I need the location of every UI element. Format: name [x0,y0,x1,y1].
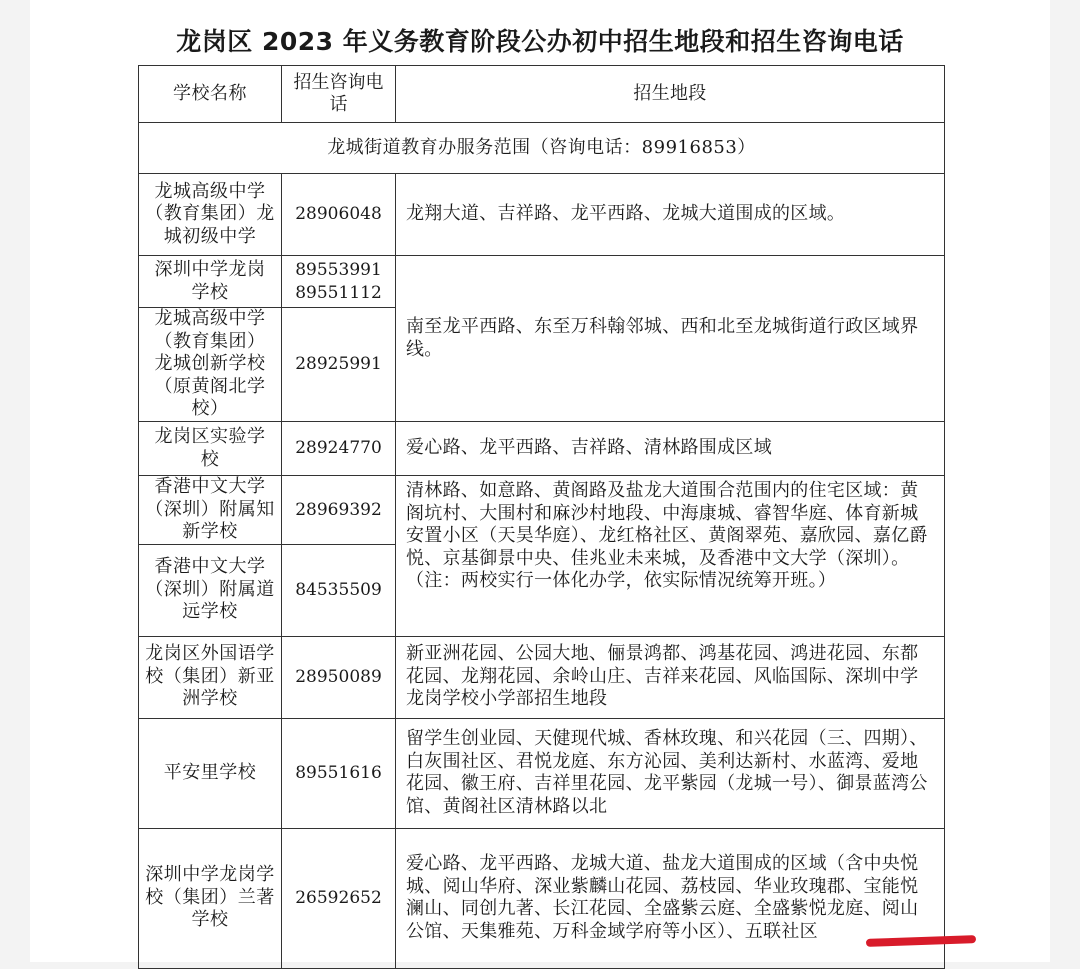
header-phone: 招生咨询电话 [282,66,396,123]
school-phone: 26592652 [282,828,396,968]
school-area: 爱心路、龙平西路、吉祥路、清林路围成区域 [396,422,945,476]
school-area: 南至龙平西路、东至万科翰邻城、西和北至龙城街道行政区域界线。 [396,256,945,422]
table-row [139,174,945,256]
table-row [139,828,945,968]
school-name: 平安里学校 [139,718,282,828]
school-name: 龙城高级中学（教育集团）龙城初级中学 [139,174,282,256]
table-row [139,422,945,476]
school-phone: 28925991 [282,308,396,422]
school-phone: 89551616 [282,718,396,828]
school-name: 龙岗区外国语学校（集团）新亚洲学校 [139,636,282,718]
school-phone: 28969392 [282,476,396,545]
school-name: 香港中文大学（深圳）附属道远学校 [139,544,282,636]
school-area: 留学生创业园、天健现代城、香林玫瑰、和兴花园（三、四期）、白灰围社区、君悦龙庭、东方沁园、美利达新村、水蓝湾、爱地花园、徽王府、吉祥里花园、龙平紫园（龙城一号）、御景蓝湾公馆、黄阁社区清林路以北 [396,718,945,828]
school-name: 深圳中学龙岗学校（集团）兰著学校 [139,828,282,968]
school-name: 龙岗区实验学校 [139,422,282,476]
table-header-row [139,66,945,123]
office-row [139,123,945,174]
table-row [139,256,945,308]
enrollment-table [138,65,945,969]
table-row [139,718,945,828]
school-name: 香港中文大学（深圳）附属知新学校 [139,476,282,545]
header-school-name: 学校名称 [139,66,282,123]
school-area: 龙翔大道、吉祥路、龙平西路、龙城大道围成的区域。 [396,174,945,256]
school-phone: 28950089 [282,636,396,718]
header-area: 招生地段 [396,66,945,123]
school-phone: 89553991 89551112 [282,256,396,308]
school-area: 爱心路、龙平西路、龙城大道、盐龙大道围成的区域（含中央悦城、阅山华府、深业紫麟山花园、荔枝园、华业玫瑰郡、宝能悦澜山、同创九著、长江花园、全盛紫云庭、全盛紫悦龙庭、阅山公馆、天集雅苑、万科金域学府等小区）、五联社区 [396,828,945,968]
school-phone: 28906048 [282,174,396,256]
table-row [139,476,945,545]
document-title: 龙岗区 2023 年义务教育阶段公办初中招生地段和招生咨询电话 [176,27,904,56]
school-area: 新亚洲花园、公园大地、俪景鸿都、鸿基花园、鸿进花园、东都花园、龙翔花园、余岭山庄、吉祥来花园、风临国际、深圳中学龙岗学校小学部招生地段 [396,636,945,718]
school-phone: 84535509 [282,544,396,636]
school-area: 清林路、如意路、黄阁路及盐龙大道围合范围内的住宅区域：黄阁坑村、大围村和麻沙村地段、中海康城、睿智华庭、体育新城安置小区（天昊华庭）、龙红格社区、黄阁翠苑、嘉欣园、嘉亿爵悦、京基御景中央、佳兆业未来城，及香港中文大学（深圳）。（注：两校实行一体化办学，依实际情况统筹开班。） [396,476,945,637]
school-phone: 28924770 [282,422,396,476]
school-name: 深圳中学龙岗学校 [139,256,282,308]
office-label: 龙城街道教育办服务范围（咨询电话：89916853） [139,123,945,174]
table-row [139,636,945,718]
school-name: 龙城高级中学（教育集团）龙城创新学校（原黄阁北学校） [139,308,282,422]
